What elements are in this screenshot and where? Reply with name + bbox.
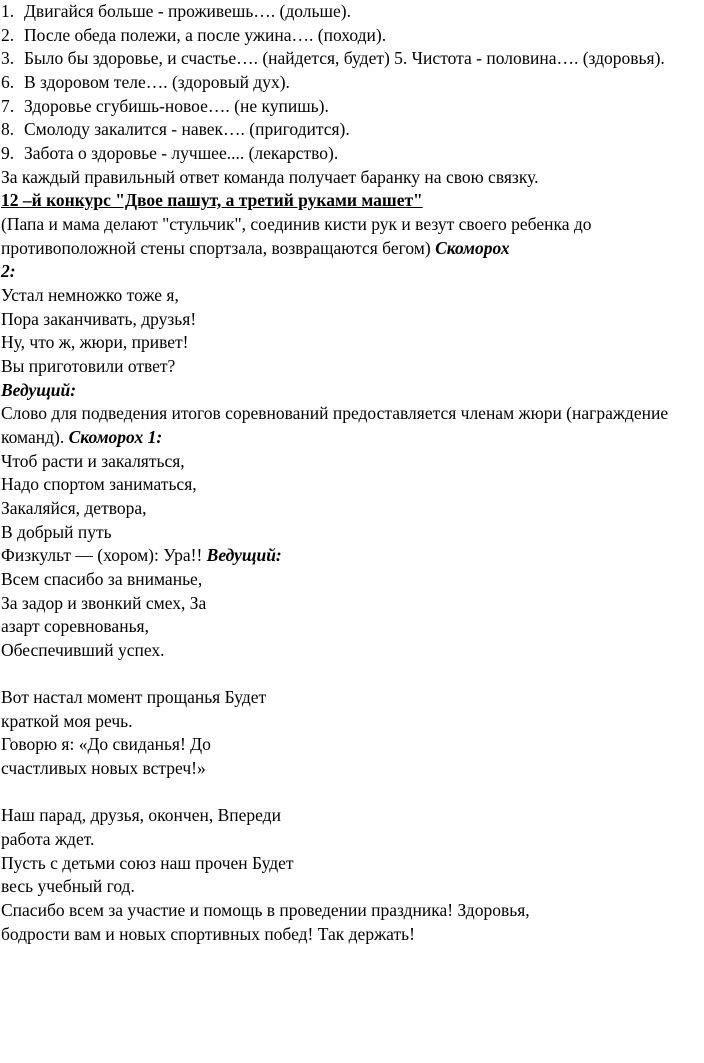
proverb-text: После обеда полежи, а после ужина…. (походи). xyxy=(24,25,387,45)
contest-description: (Папа и мама делают "стульчик", соединив кисти рук и везут своего ребенка до xyxy=(1,214,592,234)
verse-line: Наш парад, друзья, окончен, Впереди xyxy=(1,805,281,825)
verse-line: За задор и звонкий смех, За xyxy=(1,593,207,613)
proverb-number: 8. xyxy=(1,119,15,139)
verse-line: Ну, что ж, жюри, привет! xyxy=(1,332,189,352)
proverb-text: Двигайся больше - проживешь…. (дольше). xyxy=(24,1,351,21)
proverb-number: 9. xyxy=(1,143,15,163)
verse-line: Устал немножко тоже я, xyxy=(1,285,179,305)
verse-line: Говорю я: «До свиданья! До xyxy=(1,734,211,754)
jury-announcement-end xyxy=(1,426,162,448)
host-label: Ведущий: xyxy=(1,380,77,400)
proverb-text: Смолоду закалится - навек…. (пригодится). xyxy=(24,119,350,139)
proverb-item xyxy=(1,142,338,164)
verse-line: В добрый путь xyxy=(1,522,112,542)
contest-description-text: противоположной стены спортзала, возвращаются бегом) xyxy=(1,238,431,258)
proverb-text: Здоровье сгубишь-новое…. (не купишь). xyxy=(24,96,329,116)
closing-line: Спасибо всем за участие и помощь в проведении праздника! Здоровья, xyxy=(1,900,530,920)
proverb-number: 6. xyxy=(1,72,15,92)
proverb-number: 2. xyxy=(1,25,15,45)
proverb-text: Было бы здоровье, и счастье…. (найдется, будет) 5. Чистота - половина…. (здоровья). xyxy=(24,48,665,68)
skomorokh-1-label: Скоморох 1: xyxy=(68,427,163,447)
verse-line: Пусть с детьми союз наш прочен Будет xyxy=(1,853,294,873)
proverb-number: 7. xyxy=(1,96,15,116)
verse-line: Обеспечивший успех. xyxy=(1,640,165,660)
proverb-item xyxy=(1,118,350,140)
fizkult-line xyxy=(1,544,282,566)
verse-line: Всем спасибо за вниманье, xyxy=(1,569,203,589)
verse-line: весь учебный год. xyxy=(1,876,135,896)
verse-line: счастливых новых встреч!» xyxy=(1,758,206,778)
verse-line: азарт соревнованья, xyxy=(1,616,149,636)
proverb-item xyxy=(1,71,290,93)
verse-line: Закаляйся, детвора, xyxy=(1,498,147,518)
proverb-text: В здоровом теле…. (здоровый дух). xyxy=(24,72,290,92)
host-label: Ведущий: xyxy=(206,545,282,565)
closing-line: бодрости вам и новых спортивных побед! Так держать! xyxy=(1,924,415,944)
proverb-number: 3. xyxy=(1,48,15,68)
jury-announcement-text: команд). xyxy=(1,427,65,447)
verse-line: Вы приготовили ответ? xyxy=(1,356,176,376)
skomorokh-number: 2: xyxy=(1,261,16,281)
jury-announcement: Слово для подведения итогов соревнований предоставляется членам жюри (награждение xyxy=(1,403,669,423)
fizkult-text: Физкульт — (хором): Ура!! xyxy=(1,545,203,565)
verse-line: Надо спортом заниматься, xyxy=(1,474,197,494)
proverb-item xyxy=(1,24,386,46)
proverb-item xyxy=(1,0,351,22)
bagel-note: За каждый правильный ответ команда получает баранку на свою связку. xyxy=(1,167,539,187)
verse-line: Пора заканчивать, друзья! xyxy=(1,309,197,329)
verse-line: Чтоб расти и закаляться, xyxy=(1,451,185,471)
contest-title: 12 –й конкурс "Двое пашут, а третий руками машет" xyxy=(1,190,423,210)
verse-line: Вот настал момент прощанья Будет xyxy=(1,687,267,707)
proverb-number: 1. xyxy=(1,1,15,21)
contest-description-end xyxy=(1,237,510,259)
verse-line: работа ждет. xyxy=(1,829,95,849)
proverb-item xyxy=(1,47,665,69)
verse-line: краткой моя речь. xyxy=(1,711,133,731)
proverb-text: Забота о здоровье - лучшее.... (лекарство). xyxy=(24,143,339,163)
skomorokh-label: Скоморох xyxy=(435,238,510,258)
proverb-item xyxy=(1,95,329,117)
